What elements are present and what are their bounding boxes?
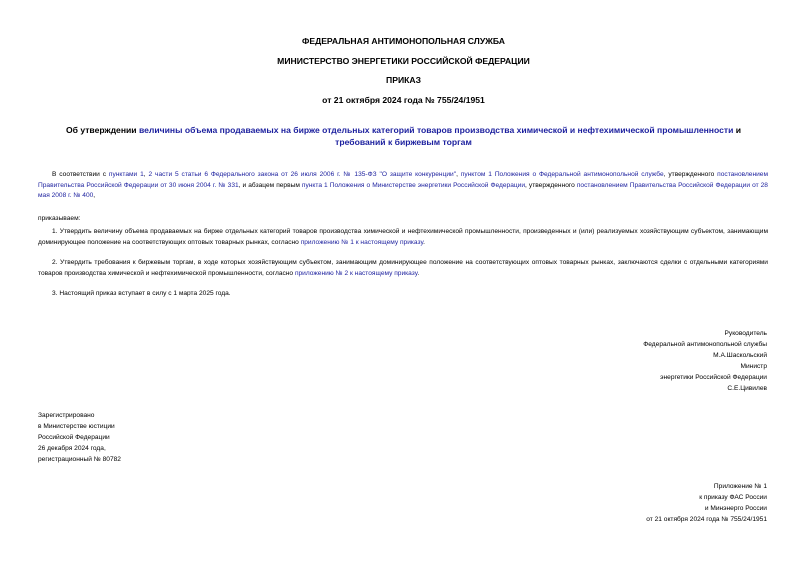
title-middle: и bbox=[733, 125, 742, 135]
preamble-text: , bbox=[456, 171, 461, 178]
appendix-line: Приложение № 1 bbox=[713, 483, 767, 490]
preamble-text: , утвержденного bbox=[525, 181, 577, 189]
registration-line: 26 декабря 2024 года, bbox=[38, 445, 106, 452]
signature-line: энергетики Российской Федерации bbox=[660, 374, 767, 381]
registration-block bbox=[38, 410, 121, 465]
signature-line: Руководитель bbox=[724, 330, 767, 337]
agency-heading: ФЕДЕРАЛЬНАЯ АНТИМОНОПОЛЬНАЯ СЛУЖБА bbox=[302, 36, 505, 46]
signature-line: Федеральной антимонопольной службы bbox=[643, 341, 767, 348]
preamble-text: , bbox=[93, 192, 96, 199]
regulation-link-fas[interactable]: пунктом 1 Положения о Федеральной антимонопольной службе bbox=[460, 171, 664, 178]
order-item-2 bbox=[38, 258, 768, 279]
registration-line: регистрационный № 80782 bbox=[38, 456, 121, 463]
registration-line: Российской Федерации bbox=[38, 434, 110, 441]
title-link-volume[interactable]: величины объема продаваемых на бирже отдельных категорий товаров производства химической и нефтехимической промышленности bbox=[138, 125, 734, 135]
appendix-line: от 21 октября 2024 года № 755/24/1951 bbox=[646, 516, 767, 523]
appendix-line: и Минэнерго России bbox=[704, 505, 767, 512]
law-link-competition[interactable]: 2 части 5 статьи 6 Федерального закона от 26 июля 2006 г. № 135-ФЗ "О защите конкуренции" bbox=[148, 171, 457, 178]
signature-block bbox=[643, 328, 767, 394]
ministry-heading: МИНИСТЕРСТВО ЭНЕРГЕТИКИ РОССИЙСКОЙ ФЕДЕРАЦИИ bbox=[277, 56, 530, 66]
appendix-1-link[interactable]: приложению № 1 к настоящему приказу bbox=[300, 238, 424, 246]
regulation-link-minenergo[interactable]: пункта 1 Положения о Министерстве энергетики Российской Федерации bbox=[301, 181, 526, 189]
preamble-text: , утвержденного bbox=[663, 171, 718, 178]
decree-link-400[interactable]: постановлением Правительства Российской Федерации от 28 мая 2008 г. № 400 bbox=[38, 181, 768, 199]
order-item-3: 3. Настоящий приказ вступает в силу с 1 марта 2025 года. bbox=[52, 290, 231, 297]
preamble-text: , и абзацем первым bbox=[238, 181, 302, 189]
registration-line: в Министерстве юстиции bbox=[38, 423, 115, 430]
item-2-end: . bbox=[417, 269, 420, 277]
signature-line: Министр bbox=[740, 363, 767, 370]
document-title bbox=[52, 124, 755, 148]
preamble-text: , bbox=[143, 171, 149, 178]
title-link-requirements[interactable]: требований к биржевым торгам bbox=[335, 137, 472, 147]
appendix-block bbox=[646, 481, 767, 525]
doc-type-heading: ПРИКАЗ bbox=[386, 75, 421, 85]
item-1-text: 1. Утвердить величину объема продаваемых на бирже отдельных категорий товаров производства химической и нефтехимической промышленности, произведенных и (или) реализуемых хозяйствующим субъектом, занимающим доминирующее положение на соответствующих оптовых товарных рынках, согласно bbox=[38, 228, 768, 246]
appendix-line: к приказу ФАС России bbox=[699, 494, 767, 501]
preamble-text: В соответствии с bbox=[52, 171, 109, 178]
registration-line: Зарегистрировано bbox=[38, 412, 95, 419]
order-item-1 bbox=[38, 227, 768, 248]
signature-line: С.Е.Цивилев bbox=[727, 385, 767, 392]
law-link-points[interactable]: пунктами 1 bbox=[108, 171, 144, 178]
signature-line: М.А.Шаскольский bbox=[713, 352, 767, 359]
doc-date-number: от 21 октября 2024 года № 755/24/1951 bbox=[322, 95, 485, 105]
item-2-text: 2. Утвердить требования к биржевым торгам, в ходе которых хозяйствующим субъектом, занимающим доминирующее положение на соответствующих оптовых товарных рынках, заключаются сделки с отдельными категориями товаров производства химической и нефтехимической промышленности, согласно bbox=[38, 259, 768, 277]
appendix-2-link[interactable]: приложению № 2 к настоящему приказу bbox=[294, 269, 418, 277]
order-word: приказываем: bbox=[38, 215, 81, 222]
title-prefix: Об утверждении bbox=[65, 125, 139, 135]
preamble-paragraph bbox=[38, 170, 768, 202]
decree-link-331[interactable]: постановлением Правительства Российской Федерации от 30 июня 2004 г. № 331 bbox=[38, 171, 769, 189]
item-1-end: . bbox=[423, 238, 425, 246]
